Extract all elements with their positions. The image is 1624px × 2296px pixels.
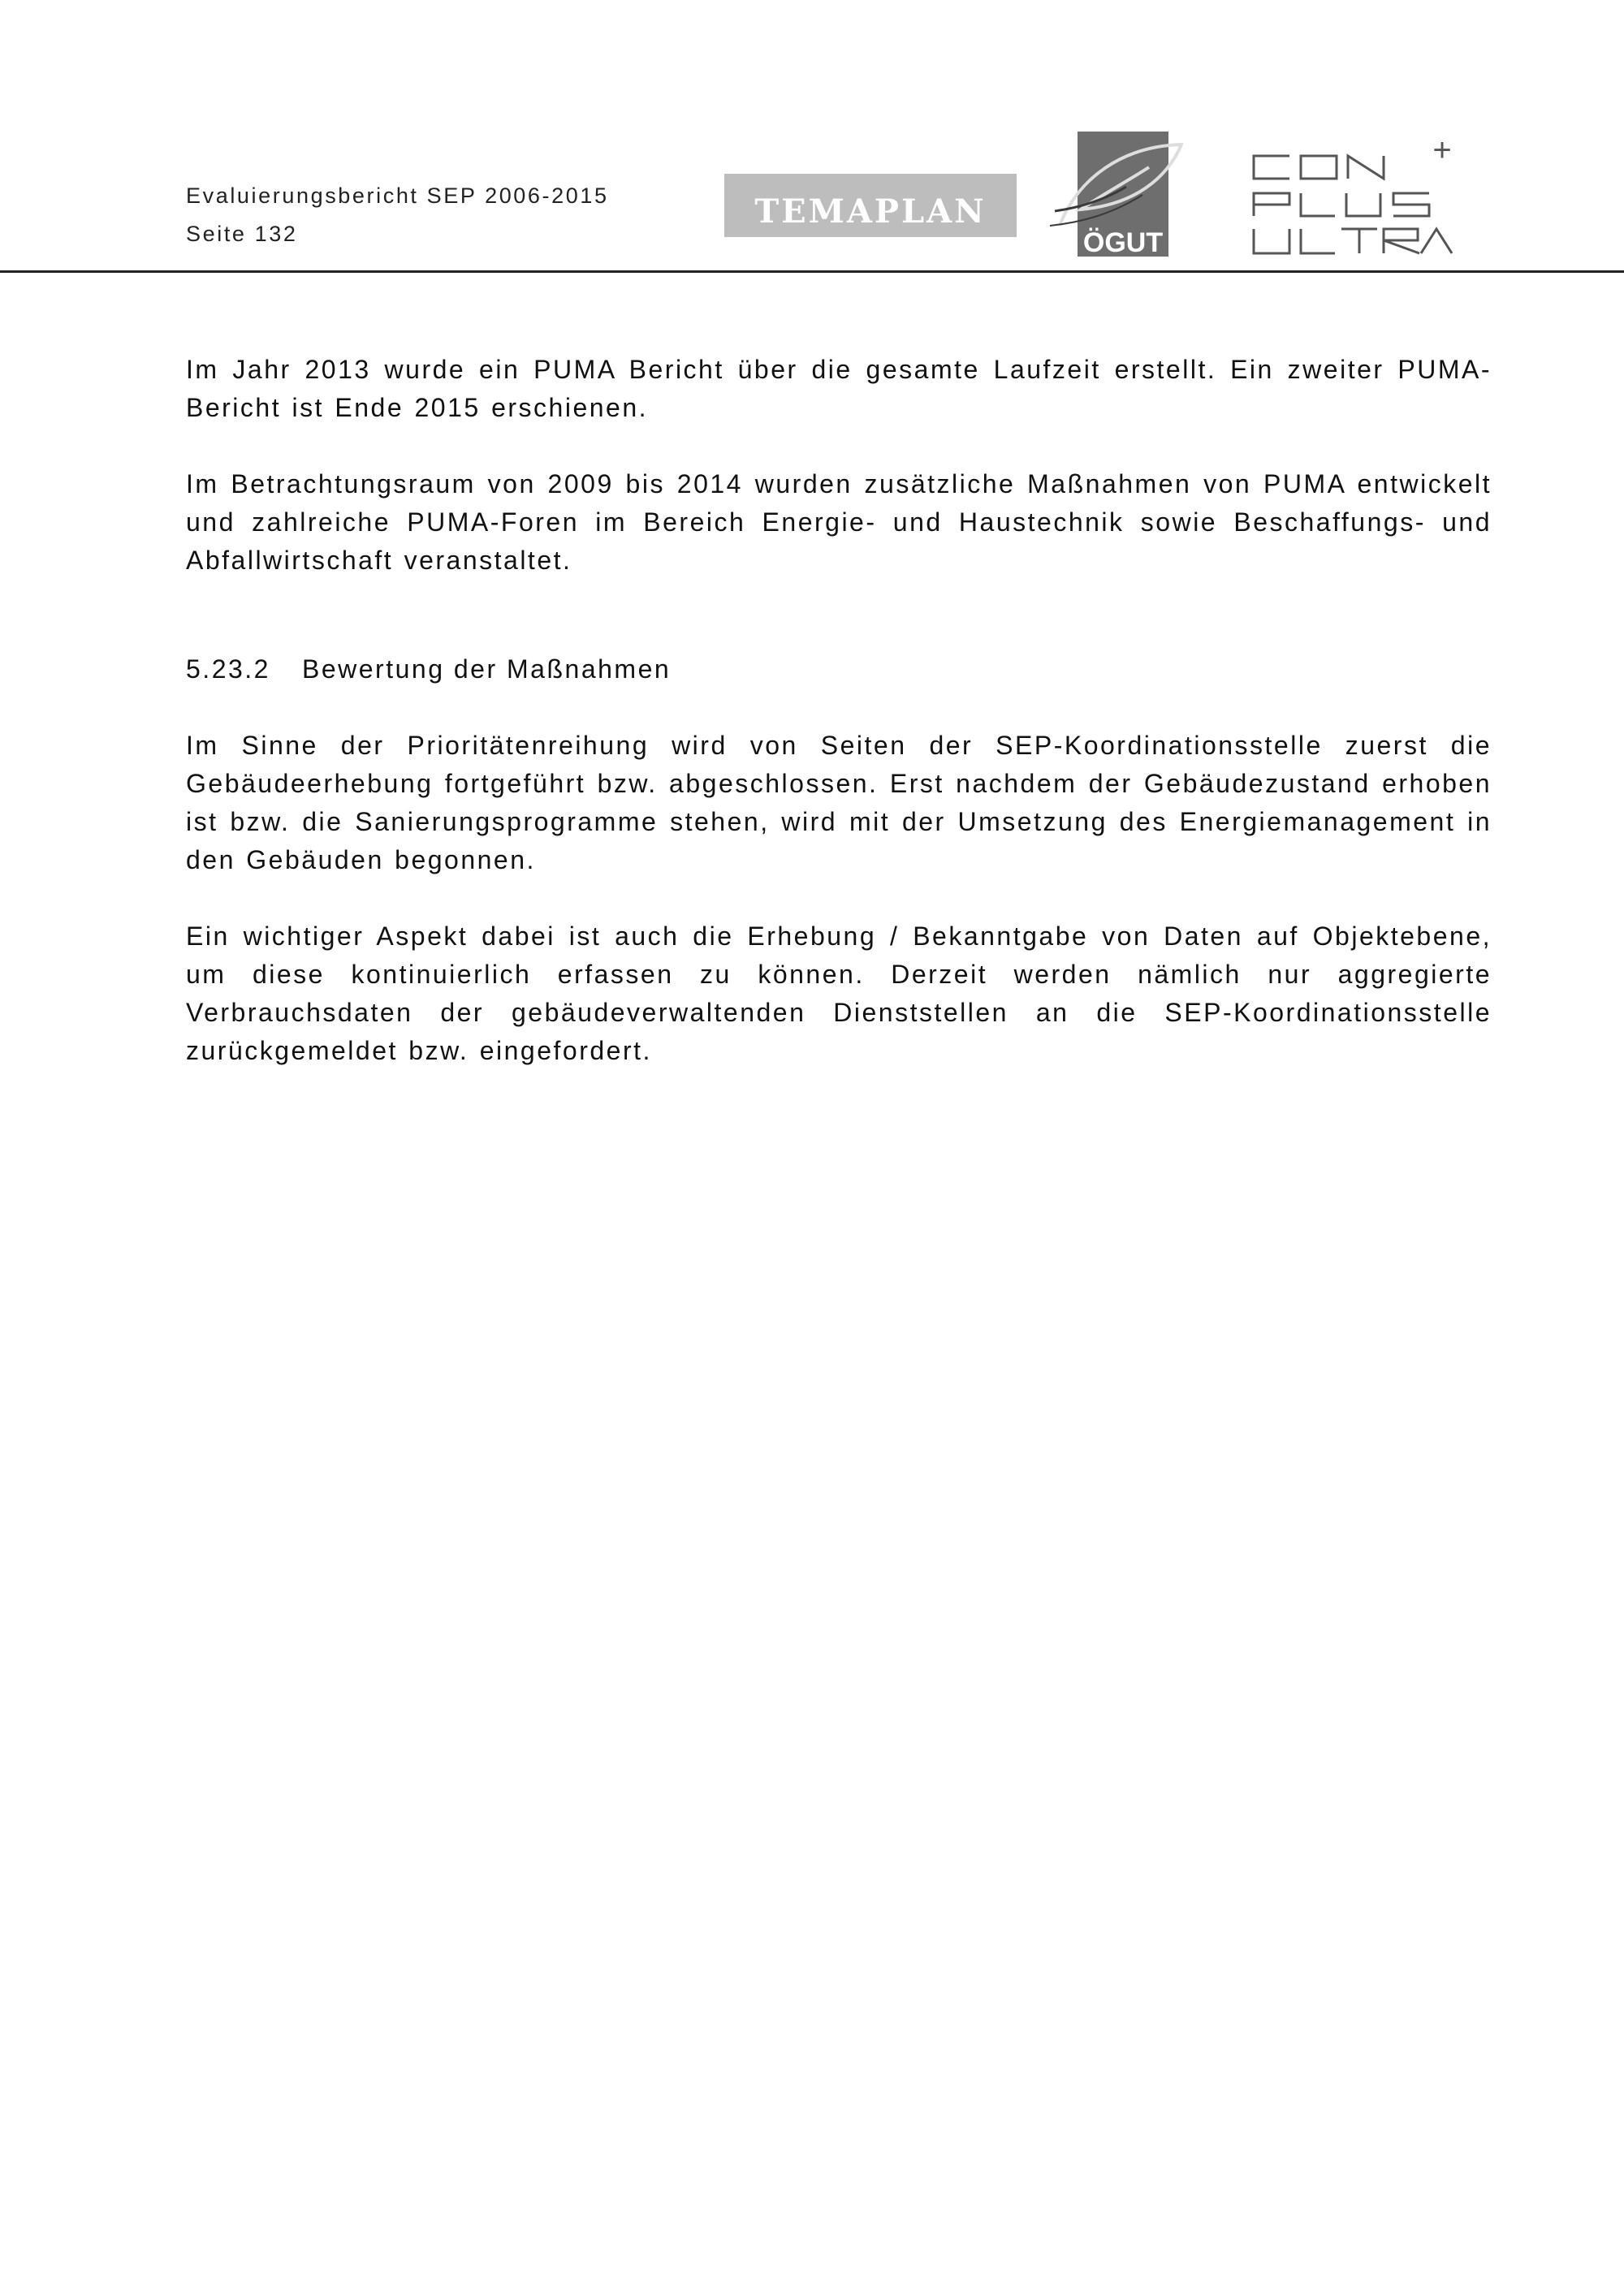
report-title: Evaluierungsbericht SEP 2006-2015	[186, 183, 609, 208]
conplusultra-wordmark	[1254, 156, 1452, 253]
header-divider	[0, 270, 1624, 273]
page-number: Seite 132	[186, 222, 298, 246]
paragraph-spacer	[186, 879, 1492, 917]
section-spacer	[186, 580, 1492, 650]
paragraph-data-collection: Ein wichtiger Aspekt dabei ist auch die Erhebung / Bekanntgabe von Daten auf Objektebene, um diese kontinuierlich erfassen zu können. Derzeit werden nämlich nur aggregierte Verbrauchsdaten der gebäudeverwaltenden Dienststellen an die SEP-Koordinationsstelle zurückgemeldet bzw. eingefordert.	[186, 921, 1492, 1065]
paragraph-puma-report: Im Jahr 2013 wurde ein PUMA Bericht über die gesamte Laufzeit erstellt. Ein zweiter PUMA-Bericht ist Ende 2015 erschienen.	[186, 355, 1492, 422]
header-meta	[186, 177, 609, 253]
temaplan-logo-text: TEMAPLAN	[754, 192, 987, 231]
temaplan-logo	[724, 174, 1017, 237]
section-number: 5.23.2	[186, 654, 270, 684]
paragraph-prioritization: Im Sinne der Prioritätenreihung wird von Seiten der SEP-Koordinationsstelle zuerst die Gebäudeerhebung fortgeführt bzw. abgeschlossen. Erst nachdem der Gebäudezustand erhoben ist bzw. die Sanierungsprogramme stehen, wird mit der Umsetzung des Energiemanagement in den Gebäuden begonnen.	[186, 731, 1492, 874]
conplusultra-logo	[1250, 136, 1453, 260]
page-header	[0, 0, 1624, 276]
ogut-logo-text: ÖGUT	[1082, 227, 1164, 258]
paragraph-spacer	[186, 427, 1492, 465]
paragraph-puma-measures: Im Betrachtungsraum von 2009 bis 2014 wurden zusätzliche Maßnahmen von PUMA entwickelt und zahlreiche PUMA-Foren im Bereich Energie- und Haustechnik sowie Beschaffungs- und Abfallwirtschaft veranstaltet.	[186, 469, 1492, 575]
paragraph-spacer	[186, 688, 1492, 727]
section-title: Bewertung der Maßnahmen	[302, 654, 672, 684]
plus-icon: +	[1432, 136, 1452, 168]
document-body	[186, 351, 1492, 1070]
ogut-logo	[1045, 130, 1183, 260]
section-heading	[186, 650, 1492, 688]
